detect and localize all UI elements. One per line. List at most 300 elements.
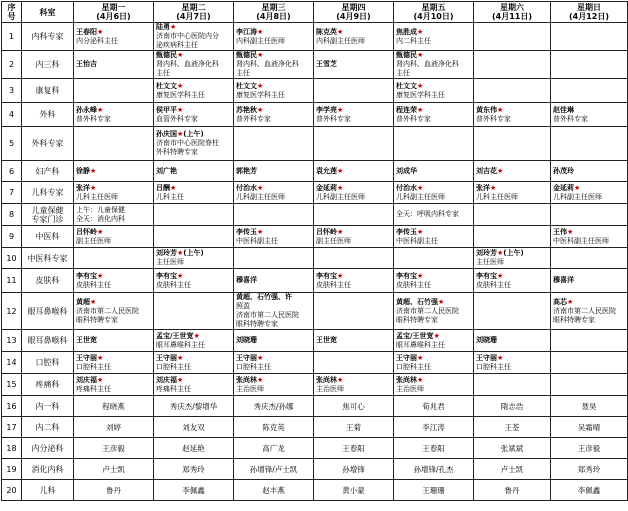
doctor-name: 荀兆君 [394, 396, 474, 417]
schedule-cell [394, 51, 474, 79]
row-number: 7 [2, 182, 22, 204]
doctor-name: 王菊 [314, 417, 394, 438]
doctor-name: 聂昊 [551, 396, 628, 417]
doctor-name: 鲁丹 [74, 480, 154, 501]
doctor-name: 李佩鑫 [154, 480, 234, 501]
schedule-cell [474, 293, 551, 330]
doctor-name: 王守丽 [76, 353, 97, 362]
expert-star-icon: ★ [97, 105, 104, 114]
doctor-title: 康复医学科主任 [156, 90, 205, 99]
row-number: 19 [2, 459, 22, 480]
doctor-name: 程晓燕 [74, 396, 154, 417]
doctor-name: 鲁丹 [474, 480, 551, 501]
expert-star-icon: ★ [417, 375, 424, 384]
schedule-cell [234, 103, 314, 127]
doctor-title: 眼科特聘专家 [553, 315, 595, 324]
header-day-mon: 星期一 (4月6日) [74, 2, 154, 23]
schedule-cell [394, 79, 474, 103]
schedule-cell [234, 248, 314, 269]
doctor-name: 李有宝 [156, 271, 177, 280]
doctor-name: 王珊珊 [394, 480, 474, 501]
expert-star-icon: ★ [567, 297, 574, 306]
expert-star-icon: ★ [177, 51, 184, 59]
doctor-name: 杜文文 [396, 81, 417, 90]
doctor-name: 李有宝 [396, 271, 417, 280]
schedule-cell [154, 182, 234, 204]
expert-star-icon: ★ [417, 27, 424, 36]
doctor-title: 济南市中心医院脊柱 [156, 139, 219, 147]
schedule-cell [74, 103, 154, 127]
table-row [2, 226, 628, 248]
department-name: 外科 [22, 103, 74, 127]
schedule-cell [234, 204, 314, 226]
doctor-name: 王守丽 [236, 353, 257, 362]
doctor-title: 普外科专家 [76, 114, 111, 123]
doctor-title: 儿科主任医师 [76, 192, 118, 201]
row-number: 16 [2, 396, 22, 417]
schedule-cell [234, 51, 314, 79]
header-num: 序号 [2, 2, 22, 23]
doctor-name: 刘吉花 [476, 166, 497, 175]
table-row [2, 204, 628, 226]
table-row [2, 459, 628, 480]
doctor-name: 王彦毅 [74, 438, 154, 459]
schedule-cell [474, 204, 551, 226]
doctor-name: 杜文文 [156, 81, 177, 90]
expert-star-icon: ★ [337, 375, 344, 384]
doctor-name: 李传玉 [396, 227, 417, 236]
department-name: 儿童保健 专家门诊 [22, 204, 74, 226]
schedule-cell [394, 127, 474, 161]
expert-star-icon: ★ [177, 353, 184, 362]
doctor-name: 刘玲芳 [476, 249, 497, 257]
table-row [2, 248, 628, 269]
expert-star-icon: ★ [90, 297, 97, 306]
doctor-name: 吴霜晴 [551, 417, 628, 438]
schedule-cell [234, 374, 314, 396]
doctor-name: 刘庆福 [156, 375, 177, 384]
schedule-cell [234, 293, 314, 330]
doctor-title: 主任 [396, 69, 410, 77]
doctor-name: 黄超 [76, 297, 90, 306]
row-number: 3 [2, 79, 22, 103]
expert-star-icon: ★ [417, 81, 424, 90]
doctor-name: 黄超、石竹强 [396, 297, 438, 306]
doctor-title: 儿科副主任医师 [236, 192, 285, 201]
expert-star-icon: ★ [337, 105, 344, 114]
schedule-cell [154, 23, 234, 51]
department-name: 口腔科 [22, 352, 74, 374]
doctor-name: 王荃 [474, 417, 551, 438]
schedule-cell [74, 269, 154, 293]
schedule-cell [154, 352, 234, 374]
table-row [2, 182, 628, 204]
expert-star-icon: ★ [257, 105, 264, 114]
doctor-title: 儿科主任 [156, 192, 184, 201]
table-row [2, 269, 628, 293]
schedule-cell [314, 269, 394, 293]
expert-star-icon: ★ [177, 249, 184, 257]
session-note: (上午) [183, 130, 204, 138]
schedule-cell [551, 182, 628, 204]
doctor-title: 皮肤科主任 [396, 280, 431, 289]
doctor-name: 孙庆国 [156, 130, 177, 138]
doctor-title: 泌疾病科主任 [156, 41, 198, 49]
table-row [2, 103, 628, 127]
doctor-title: 中医科副主任医师 [553, 236, 609, 245]
header-day-thu: 星期四 (4月9日) [314, 2, 394, 23]
doctor-name: 隋志浩 [474, 396, 551, 417]
doctor-name: 孙茂玲 [553, 166, 574, 175]
schedule-cell [74, 226, 154, 248]
doctor-name: 王雪芝 [316, 60, 337, 68]
department-name: 疼痛科 [22, 374, 74, 396]
schedule-cell [154, 269, 234, 293]
doctor-name: 侯甲平 [156, 105, 177, 114]
expert-star-icon: ★ [257, 27, 264, 36]
doctor-title: 口腔科主任 [476, 362, 511, 371]
doctor-title: 普外科专家 [553, 114, 588, 123]
doctor-title: 普外科专家 [396, 114, 431, 123]
doctor-name: 刘玲芳 [156, 249, 177, 257]
doctor-name: 王守丽 [156, 353, 177, 362]
doctor-title: 内分泌科主任 [76, 36, 118, 45]
schedule-cell [314, 374, 394, 396]
header-dept: 科室 [22, 2, 74, 23]
doctor-title: 普外科专家 [236, 114, 271, 123]
doctor-name: 孟宝/王世宽 [396, 331, 434, 340]
doctor-title: 皮肤科主任 [476, 280, 511, 289]
schedule-cell [154, 161, 234, 182]
doctor-title: 血管外科专家 [156, 114, 198, 123]
doctor-title: 内科副主任医师 [236, 36, 285, 45]
schedule-cell [154, 330, 234, 352]
doctor-name: 卢士凯 [474, 459, 551, 480]
schedule-cell [314, 226, 394, 248]
table-row [2, 23, 628, 51]
expert-star-icon: ★ [257, 227, 264, 236]
doctor-name: 李有宝 [76, 271, 97, 280]
schedule-cell [394, 330, 474, 352]
schedule-cell [154, 226, 234, 248]
row-number: 10 [2, 248, 22, 269]
doctor-name: 王伟 [553, 227, 567, 236]
department-name: 妇产科 [22, 161, 74, 182]
doctor-name: 高芯 [553, 297, 567, 306]
schedule-cell [154, 127, 234, 161]
schedule-cell [474, 103, 551, 127]
doctor-name: 王怡吉 [76, 60, 97, 68]
expert-star-icon: ★ [177, 130, 184, 138]
doctor-title: 普外科专家 [476, 114, 511, 123]
schedule-cell [551, 226, 628, 248]
schedule-cell [74, 330, 154, 352]
schedule-cell [551, 293, 628, 330]
doctor-title: 外科特聘专家 [156, 148, 198, 156]
doctor-name: 王春阳 [314, 438, 394, 459]
row-number: 4 [2, 103, 22, 127]
schedule-cell [394, 23, 474, 51]
doctor-title: 皮肤科主任 [76, 280, 111, 289]
expert-star-icon: ★ [177, 105, 184, 114]
expert-star-icon: ★ [417, 227, 424, 236]
doctor-name: 刘婷 [74, 417, 154, 438]
doctor-name: 赵延艳 [154, 438, 234, 459]
doctor-name: 付治水 [396, 183, 417, 192]
expert-star-icon: ★ [417, 51, 424, 59]
doctor-name: 张斌斌 [474, 438, 551, 459]
header-row [2, 2, 628, 23]
doctor-name: 王春阳 [394, 438, 474, 459]
table-row [2, 51, 628, 79]
expert-star-icon: ★ [337, 27, 344, 36]
schedule-cell [551, 204, 628, 226]
doctor-name: 陆勇 [156, 23, 170, 31]
doctor-name: 李传玉 [236, 227, 257, 236]
doctor-name: 郑秀玲 [154, 459, 234, 480]
schedule-cell [551, 51, 628, 79]
expert-star-icon: ★ [337, 183, 344, 192]
department-name: 内二科 [22, 417, 74, 438]
table-row [2, 374, 628, 396]
schedule-cell [474, 330, 551, 352]
expert-star-icon: ★ [177, 271, 184, 280]
doctor-name: 穆喜洋 [236, 276, 257, 284]
doctor-title: 主任 [156, 69, 170, 77]
doctor-name: 徐静 [76, 166, 90, 175]
doctor-title: 普外科专家 [316, 114, 351, 123]
doctor-name: 甄德民 [236, 51, 257, 59]
doctor-name: 穆喜洋 [553, 276, 574, 284]
schedule-cell [474, 23, 551, 51]
doctor-name: 焦可心 [314, 396, 394, 417]
doctor-name: 王彦毅 [551, 438, 628, 459]
schedule-cell [394, 293, 474, 330]
doctor-name: 黄小蒙 [314, 480, 394, 501]
doctor-name: 陈克英 [316, 27, 337, 36]
row-number: 9 [2, 226, 22, 248]
schedule-cell [234, 127, 314, 161]
expert-star-icon: ★ [257, 353, 264, 362]
schedule-cell [234, 269, 314, 293]
doctor-title: 全天：消化内科 [76, 214, 125, 223]
doctor-name: 王守丽 [396, 353, 417, 362]
department-name: 内分泌科 [22, 438, 74, 459]
doctor-title: 儿科副主任医师 [396, 192, 445, 201]
expert-star-icon: ★ [97, 375, 104, 384]
schedule-cell [314, 51, 394, 79]
doctor-name: 刘晓珊 [236, 336, 257, 344]
doctor-title: 济南市第二人民医院 [236, 311, 299, 319]
schedule-cell [394, 226, 474, 248]
schedule-body [2, 23, 628, 501]
doctor-title: 眼耳鼻喉科主任 [156, 340, 205, 349]
doctor-name: 刘友双 [154, 417, 234, 438]
row-number: 13 [2, 330, 22, 352]
doctor-name: 李江涛 [394, 417, 474, 438]
doctor-name: 赵丰燕 [234, 480, 314, 501]
schedule-cell [394, 161, 474, 182]
doctor-title: 中医科副主任 [236, 236, 278, 245]
schedule-cell [314, 293, 394, 330]
schedule-cell [154, 79, 234, 103]
department-name: 康复科 [22, 79, 74, 103]
doctor-title: 济南市第二人民医院 [76, 306, 139, 315]
expert-star-icon: ★ [97, 27, 104, 36]
doctor-name: 付治水 [236, 183, 257, 192]
schedule-cell [474, 79, 551, 103]
doctor-title: 主任医师 [156, 258, 184, 266]
expert-star-icon: ★ [193, 331, 200, 340]
schedule-cell [314, 182, 394, 204]
schedule-cell [234, 330, 314, 352]
schedule-cell [74, 374, 154, 396]
doctor-title: 照盈 [236, 302, 250, 310]
doctor-title: 副主任医师 [76, 236, 111, 245]
expert-star-icon: ★ [417, 271, 424, 280]
row-number: 15 [2, 374, 22, 396]
schedule-cell [234, 182, 314, 204]
doctor-name: 孙增锋/卢士凯 [234, 459, 314, 480]
doctor-title: 疼痛科主任 [76, 384, 111, 393]
department-name: 中医科专家 [22, 248, 74, 269]
table-row [2, 480, 628, 501]
header-day-sat: 星期六 (4月11日) [474, 2, 551, 23]
table-row [2, 161, 628, 182]
doctor-title: 口腔科主任 [396, 362, 431, 371]
doctor-name: 吕酬 [156, 183, 170, 192]
department-name: 皮肤科 [22, 269, 74, 293]
doctor-name: 杜文文 [236, 81, 257, 90]
schedule-cell [551, 374, 628, 396]
expert-star-icon: ★ [417, 105, 424, 114]
schedule-cell [551, 161, 628, 182]
doctor-name: 李江涛 [236, 27, 257, 36]
doctor-title: 内科副主任医师 [316, 36, 365, 45]
schedule-cell [474, 269, 551, 293]
expert-star-icon: ★ [497, 353, 504, 362]
doctor-title: 康复医学科主任 [236, 90, 285, 99]
doctor-name: 吕怀岭 [316, 227, 337, 236]
table-row [2, 127, 628, 161]
row-number: 12 [2, 293, 22, 330]
schedule-cell [314, 79, 394, 103]
row-number: 8 [2, 204, 22, 226]
schedule-cell [154, 51, 234, 79]
doctor-name: 刘庆福 [76, 375, 97, 384]
department-name: 内一科 [22, 396, 74, 417]
doctor-name: 陈克英 [234, 417, 314, 438]
schedule-cell [394, 204, 474, 226]
doctor-name: 袁允莲 [316, 166, 337, 175]
session-note: (上午) [183, 249, 204, 257]
schedule-cell [314, 161, 394, 182]
department-name: 内科专家 [22, 23, 74, 51]
doctor-name: 李有宝 [316, 271, 337, 280]
expert-star-icon: ★ [257, 81, 264, 90]
schedule-cell [234, 23, 314, 51]
header-day-sun: 星期日 (4月12日) [551, 2, 628, 23]
expert-star-icon: ★ [90, 183, 97, 192]
department-name: 消化内科 [22, 459, 74, 480]
schedule-cell [314, 103, 394, 127]
doctor-name: 张尚林 [316, 375, 337, 384]
schedule-cell [551, 79, 628, 103]
doctor-name: 秀庆杰/黎增华 [154, 396, 234, 417]
schedule-cell [394, 269, 474, 293]
doctor-name: 张洋 [476, 183, 490, 192]
doctor-name: 李佩鑫 [551, 480, 628, 501]
row-number: 1 [2, 23, 22, 51]
doctor-title: 眼科特聘专家 [396, 315, 438, 324]
schedule-cell [394, 248, 474, 269]
department-name: 儿科专家 [22, 182, 74, 204]
schedule-cell [474, 127, 551, 161]
schedule-cell [474, 352, 551, 374]
row-number: 11 [2, 269, 22, 293]
schedule-cell [474, 161, 551, 182]
expert-star-icon: ★ [417, 353, 424, 362]
schedule-cell [74, 51, 154, 79]
expert-star-icon: ★ [574, 183, 581, 192]
expert-star-icon: ★ [490, 183, 497, 192]
doctor-title: 口腔科主任 [76, 362, 111, 371]
doctor-name: 张尚林 [396, 375, 417, 384]
expert-star-icon: ★ [497, 271, 504, 280]
doctor-title: 眼耳鼻喉科主任 [396, 340, 445, 349]
schedule-cell [314, 248, 394, 269]
doctor-name: 甄德民 [156, 51, 177, 59]
doctor-name: 焦胜成 [396, 27, 417, 36]
schedule-cell [314, 127, 394, 161]
schedule-cell [551, 23, 628, 51]
table-row [2, 352, 628, 374]
expert-star-icon: ★ [90, 166, 97, 175]
department-name: 中医科 [22, 226, 74, 248]
doctor-title: 内二科主任 [396, 36, 431, 45]
doctor-title: 肾内科、血液净化科 [396, 60, 459, 68]
doctor-title: 眼科特聘专家 [236, 320, 278, 328]
schedule-cell [154, 248, 234, 269]
row-number: 18 [2, 438, 22, 459]
schedule-cell [551, 330, 628, 352]
doctor-name: 甄德民 [396, 51, 417, 59]
expert-star-icon: ★ [438, 297, 445, 306]
schedule-cell [74, 182, 154, 204]
header-day-fri: 星期五 (4月10日) [394, 2, 474, 23]
expert-star-icon: ★ [257, 51, 264, 59]
session-note: (上午) [503, 249, 524, 257]
doctor-title: 口腔科主任 [156, 362, 191, 371]
expert-star-icon: ★ [567, 227, 574, 236]
doctor-name: 程连荣 [396, 105, 417, 114]
schedule-cell [74, 293, 154, 330]
doctor-title: 疼痛科主任 [156, 384, 191, 393]
row-number: 20 [2, 480, 22, 501]
doctor-name: 孙增锋/孔杰 [394, 459, 474, 480]
schedule-cell [74, 352, 154, 374]
table-row [2, 79, 628, 103]
doctor-name: 秀庆杰/孙娜 [234, 396, 314, 417]
schedule-cell [474, 226, 551, 248]
doctor-title: 副主任医师 [316, 236, 351, 245]
doctor-name: 张洋 [76, 183, 90, 192]
schedule-cell [474, 374, 551, 396]
doctor-title: 儿科副主任医师 [316, 192, 365, 201]
schedule-cell [314, 352, 394, 374]
doctor-title: 皮肤科主任 [316, 280, 351, 289]
doctor-title: 济南市中心医院内分 [156, 32, 219, 40]
